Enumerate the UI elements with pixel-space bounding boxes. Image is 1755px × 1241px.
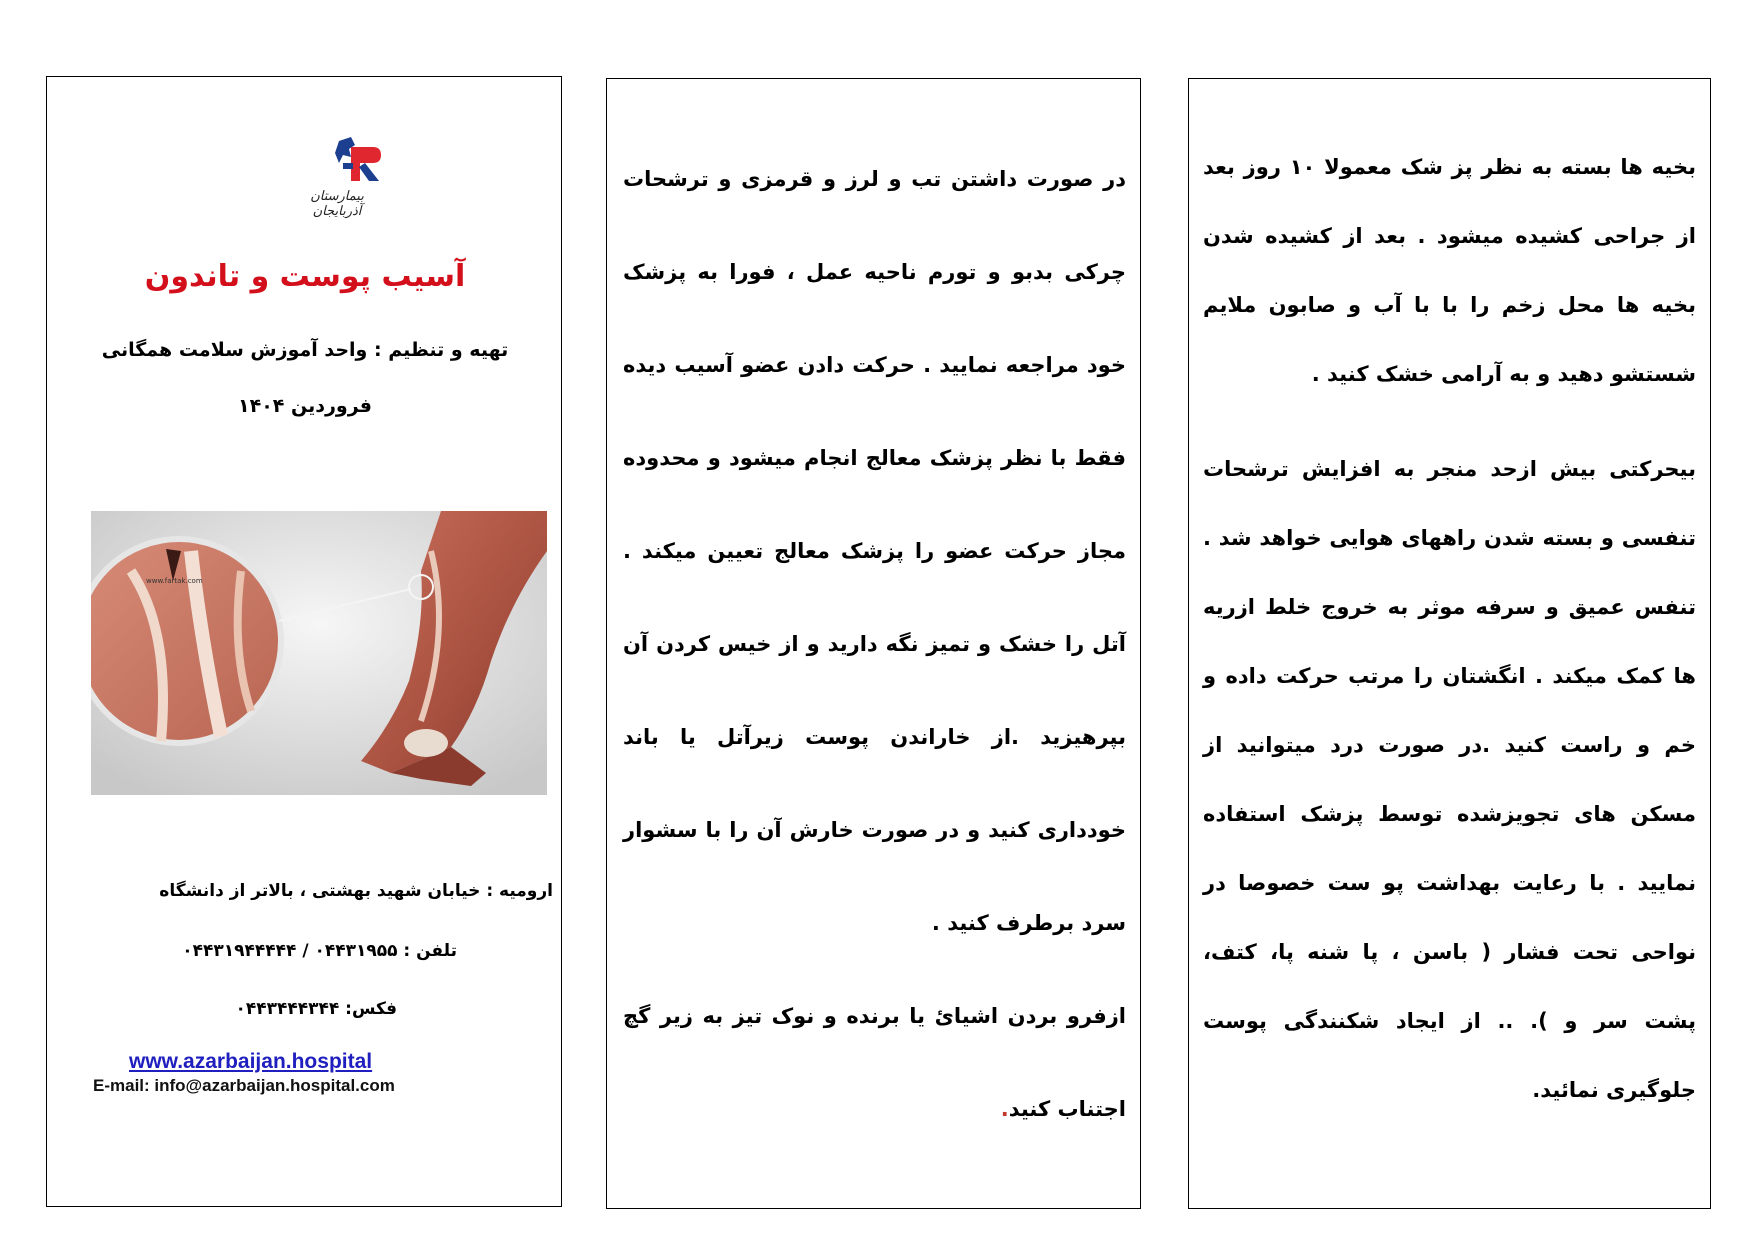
hospital-logo bbox=[287, 135, 403, 233]
leg-anatomy-image bbox=[91, 511, 547, 795]
publication-date: فروردین ۱۴۰۴ bbox=[238, 395, 372, 417]
stitches-paragraph: بخیه ها بسته به نظر پز شک معمولا ۱۰ روز بعد از جراحی کشیده میشود . بعد از کشیده شدن بخیه ها محل زخم را با با آب و صابون ملایم شستشو دهید و به آرامی خشک کنید . bbox=[1203, 155, 1696, 386]
prepared-by: تهیه و تنظیم : واحد آموزش سلامت همگانی bbox=[101, 339, 509, 361]
hospital-logo-icon bbox=[329, 135, 385, 187]
recovery-tips-text bbox=[1203, 133, 1696, 1125]
address-text: ارومیه : خیابان شهید بهشتی ، بالاتر از دانشگاه bbox=[159, 881, 553, 901]
care-paragraph-2 bbox=[623, 970, 1126, 1156]
care-paragraph-1: در صورت داشتن تب و لرز و قرمزی و ترشحات چرکی بدبو و تورم ناحیه عمل ، فورا به پزشک خود مراجعه نمایید . حرکت دادن عضو آسیب دیده فقط با نظر پزشک معالج انجام میشود و محدوده مجاز حرکت عضو را پزشک معالج تعیین میکند . آتل را خشک و تمیز نگه دارید و از خیس کردن آن بپرهیزید .از خاراندن پوست زیرآتل یا باند خودداری کنید و در صورت خارش آن را با سشوار سرد برطرف کنید . bbox=[623, 167, 1126, 935]
paragraph-spacer bbox=[1203, 409, 1696, 435]
phone-text: تلفن : ۰۴۴۳۱۹۵۵ / ۰۴۴۳۱۹۴۴۴۴۴ bbox=[182, 941, 457, 961]
care-paragraph-2-text: ازفرو بردن اشیائ یا برنده و نوک تیز به زیر گچ اجتناب کنید bbox=[623, 1004, 1126, 1121]
care-instructions-text bbox=[623, 133, 1126, 1156]
fax-text: فکس: ۰۴۴۳۴۴۴۳۴۴ bbox=[235, 999, 397, 1019]
brochure-title: آسیب پوست و تاندون bbox=[144, 259, 466, 294]
care-instructions-panel bbox=[606, 78, 1141, 1209]
email-text: E-mail: info@azarbaijan.hospital.com bbox=[93, 1076, 395, 1095]
leg-tendon-illustration bbox=[91, 511, 547, 795]
care-paragraph-2-end: . bbox=[1000, 1097, 1009, 1121]
recovery-tips-panel bbox=[1188, 78, 1711, 1209]
logo-caption: بیمارستان آذربایجان bbox=[310, 189, 364, 219]
mobility-paragraph: بیحرکتی بیش ازحد منجر به افزایش ترشحات تنفسی و بسته شدن راههای هوایی خواهد شد . تنفس عمیق و سرفه موثر به خروج خلط ازریه ها کمک میکند . انگشتان را مرتب حرکت داده و خم و راست کنید .در صورت درد میتوانید از مسکن های تجویزشده توسط پزشک استفاده نمایید . با رعایت بهداشت پو ست خصوصا در نواحی تحت فشار ( باسن ، پا شنه پا، کتف، پشت سر و ). .. از ایجاد شکنندگی پوست جلوگیری نمائید. bbox=[1203, 457, 1696, 1102]
illustration-watermark: www.fartak.com bbox=[146, 577, 203, 585]
website-link[interactable]: www.azarbaijan.hospital bbox=[129, 1050, 373, 1073]
cover-panel bbox=[46, 76, 562, 1207]
